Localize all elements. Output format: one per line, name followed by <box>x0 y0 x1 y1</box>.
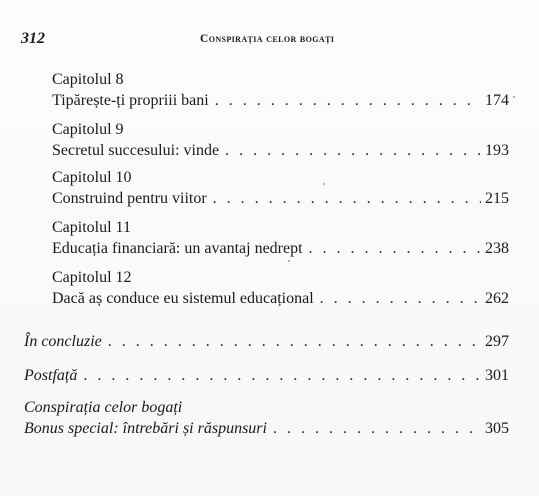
toc-row <box>52 140 509 161</box>
dot-leader <box>320 288 481 309</box>
chapter-label: Capitolul 11 <box>52 219 131 236</box>
page-ref: 215 <box>485 190 509 207</box>
page-ref: 238 <box>485 240 509 257</box>
toc-row <box>24 365 509 386</box>
chapter-label: Capitolul 10 <box>52 169 132 186</box>
dot-leader <box>108 331 481 352</box>
paper-speck <box>323 183 325 185</box>
toc-row <box>52 188 509 209</box>
chapter-label: Capitolul 12 <box>52 269 132 286</box>
page-number: 312 <box>21 30 45 47</box>
chapter-title: Tipărește-ți propriii bani <box>52 92 209 109</box>
page-ref: 301 <box>485 367 509 384</box>
bonus-label: Conspirația celor bogați <box>24 399 183 416</box>
chapter-title: Construind pentru viitor <box>52 190 207 207</box>
toc-entry-bonus <box>24 397 509 439</box>
afterword-title: Postfață <box>24 367 78 384</box>
dot-leader <box>213 188 481 209</box>
toc-entry-chapter-8 <box>52 69 509 111</box>
running-head: Conspirația celor bogați <box>200 33 335 45</box>
page-ref: 262 <box>485 290 509 307</box>
toc-entry-chapter-9 <box>52 119 509 161</box>
page-ref: 193 <box>485 142 509 159</box>
page-ref: 174 <box>485 92 509 109</box>
paper-speck <box>288 260 290 262</box>
toc-row <box>52 238 509 259</box>
toc-row <box>52 90 509 111</box>
dot-leader <box>273 418 481 439</box>
toc-entry-chapter-12 <box>52 267 509 309</box>
toc-row <box>52 288 509 309</box>
conclusion-title: În concluzie <box>24 333 102 350</box>
chapter-title: Educația financiară: un avantaj nedrept <box>52 240 303 257</box>
page-ref: 305 <box>485 420 509 437</box>
dot-leader <box>225 140 481 161</box>
dot-leader <box>83 365 481 386</box>
toc-row <box>24 331 509 352</box>
bonus-title: Bonus special: întrebări și răspunsuri <box>24 420 267 437</box>
chapter-title: Secretul succesului: vinde <box>52 142 220 159</box>
chapter-label: Capitolul 8 <box>52 71 124 88</box>
paper-speck <box>513 96 515 98</box>
chapter-title: Dacă aș conduce eu sistemul educațional <box>52 290 314 307</box>
dot-leader <box>215 90 481 111</box>
toc-entry-afterword <box>24 365 509 386</box>
page-ref: 297 <box>485 333 509 350</box>
chapter-label: Capitolul 9 <box>52 121 124 138</box>
dot-leader <box>309 238 481 259</box>
toc-entry-chapter-10 <box>52 167 509 209</box>
toc-entry-conclusion <box>24 331 509 352</box>
toc-entry-chapter-11 <box>52 217 509 259</box>
toc-row <box>24 418 509 439</box>
